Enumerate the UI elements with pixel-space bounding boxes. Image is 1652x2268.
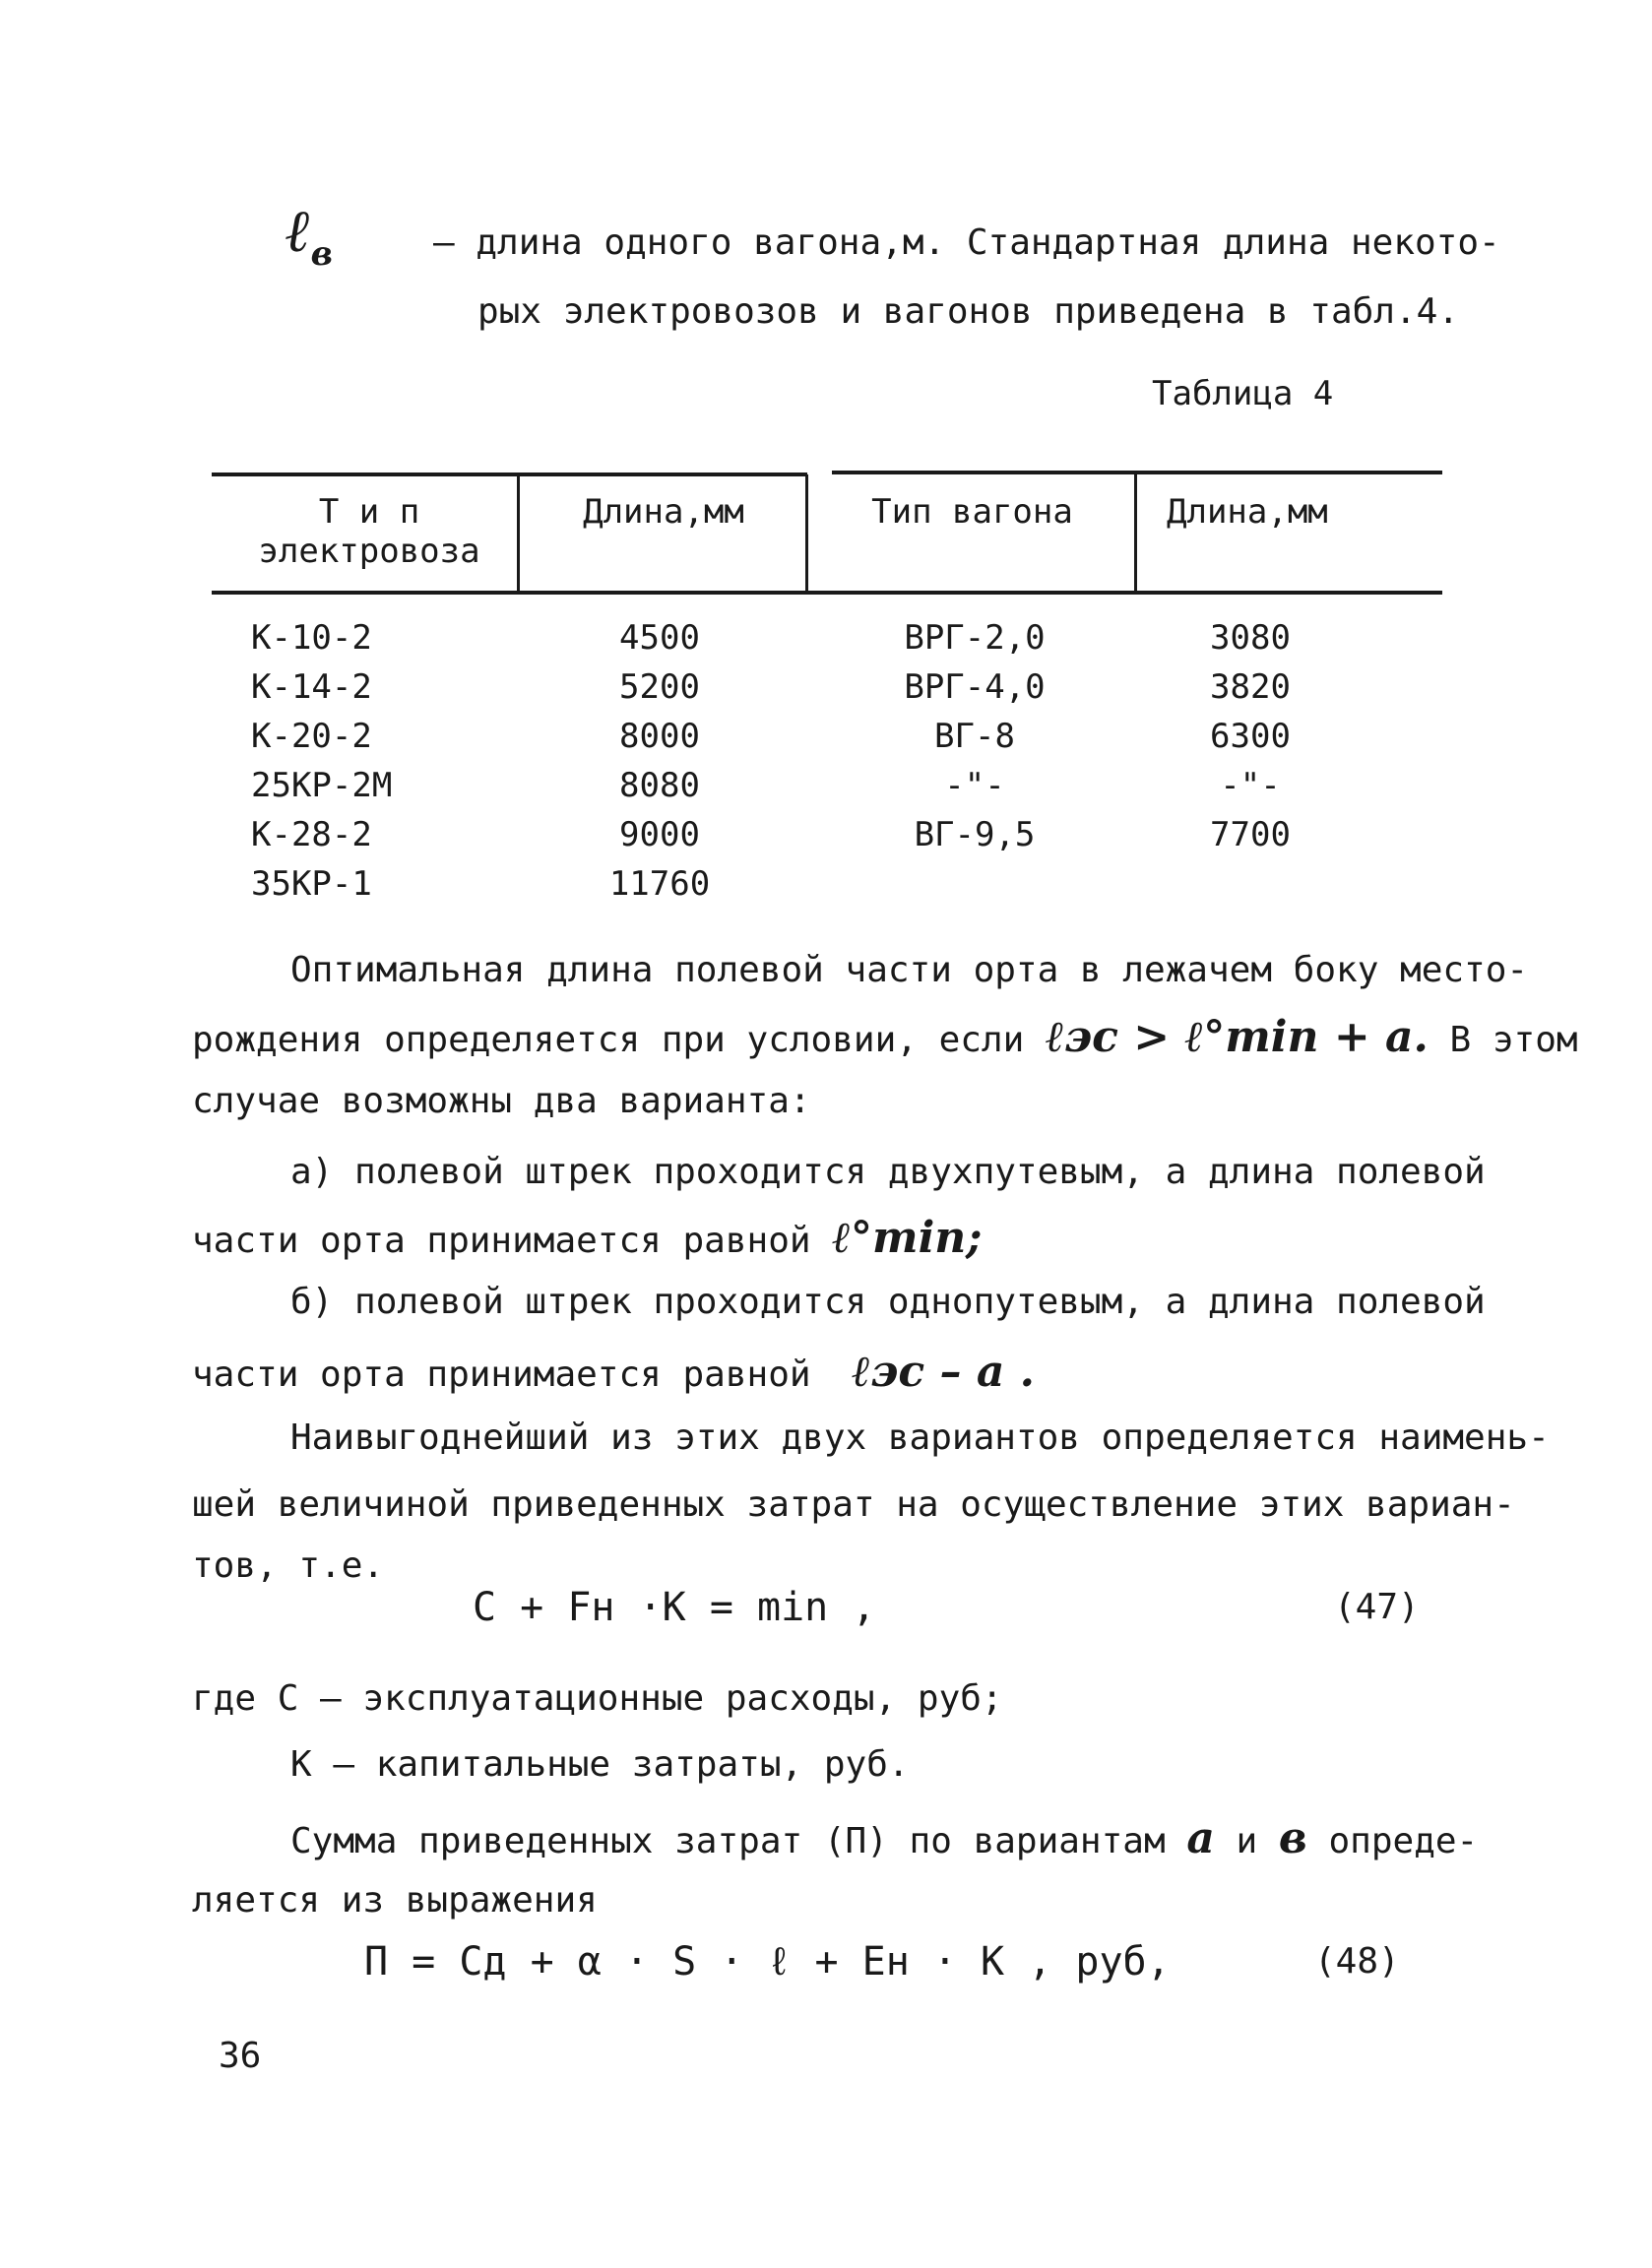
option-a-line-2: [192, 1213, 983, 1263]
option-b-formula: ℓэс – a .: [852, 1347, 1035, 1397]
table-header-rule: [212, 591, 1442, 595]
table-cell: К-28-2: [251, 815, 372, 854]
table-col-divider-3: [1134, 474, 1137, 593]
para2-line-3: тов, т.е.: [192, 1545, 385, 1586]
page-number: 36: [219, 2036, 262, 2076]
para1-line-2: [192, 1012, 1578, 1062]
intro-line-2: рых электровозов и вагонов приведена в табл.4.: [477, 291, 1459, 332]
table-cell: 9000: [619, 815, 700, 854]
table-top-rule-right: [832, 471, 1442, 474]
table-cell: 8080: [619, 766, 700, 805]
table-cell: 3080: [1210, 618, 1291, 658]
equation-47: C + Fн ·K = min ,: [473, 1585, 876, 1630]
header-loco-length: Длина,мм: [583, 492, 744, 532]
variant-b-symbol: в: [1278, 1813, 1307, 1863]
equation-48-number: (48): [1314, 1941, 1400, 1982]
table-cell: -"-: [1220, 766, 1281, 805]
table-col-divider-1: [517, 474, 520, 593]
table-cell: ВГ-8: [934, 717, 1015, 756]
table-top-rule-left: [212, 472, 807, 476]
para3-line-1: [290, 1813, 1478, 1863]
option-b-line-1: б) полевой штрек проходится однопутевым, а длина полевой: [290, 1282, 1486, 1322]
table-cell: ВРГ-2,0: [904, 618, 1046, 658]
table-cell: 6300: [1210, 717, 1291, 756]
option-b-line-2: [192, 1347, 1035, 1397]
option-a-text: части орта принимается равной: [192, 1221, 811, 1261]
para1-line-2-end: В этом: [1449, 1020, 1578, 1060]
where-line-1: где С – эксплуатационные расходы, руб;: [192, 1678, 1003, 1719]
para1-line-3: случае возможны два варианта:: [192, 1081, 811, 1121]
table-caption: Таблица 4: [1152, 374, 1334, 413]
table-cell: 35КР-1: [251, 864, 372, 904]
table-cell: К-20-2: [251, 717, 372, 756]
table-col-divider-2: [805, 474, 808, 593]
variant-a-symbol: a: [1186, 1813, 1215, 1863]
where-line-2: К – капитальные затраты, руб.: [290, 1744, 910, 1785]
para1-line-1: Оптимальная длина полевой части орта в лежачем боку место-: [290, 950, 1529, 990]
symbol-lv: ℓ$_в$: [286, 197, 333, 274]
table-cell: ВГ-9,5: [914, 815, 1036, 854]
table-cell: 7700: [1210, 815, 1291, 854]
table-cell: К-14-2: [251, 667, 372, 707]
para2-line-1: Наивыгоднейший из этих двух вариантов определяется наимень-: [290, 1418, 1550, 1458]
para1-formula: ℓэс > ℓ°min + a.: [1045, 1012, 1429, 1062]
table-cell: 3820: [1210, 667, 1291, 707]
option-b-text: части орта принимается равной: [192, 1354, 811, 1395]
para3-end: опреде-: [1328, 1821, 1479, 1861]
para1-line-2-text: рождения определяется при условии, если: [192, 1020, 1025, 1060]
para3-and: и: [1236, 1821, 1258, 1861]
table-cell: 4500: [619, 618, 700, 658]
para3-line-2: ляется из выражения: [192, 1880, 598, 1921]
para3-text: Сумма приведенных затрат (П) по вариантам: [290, 1821, 1166, 1861]
option-a-formula: ℓ°min;: [832, 1213, 983, 1263]
table-cell: К-10-2: [251, 618, 372, 658]
table-cell: -"-: [944, 766, 1005, 805]
header-wagon-length: Длина,мм: [1167, 492, 1328, 532]
option-a-line-1: а) полевой штрек проходится двухпутевым, а длина полевой: [290, 1152, 1486, 1192]
equation-47-number: (47): [1334, 1587, 1420, 1627]
header-wagon-type: Тип вагона: [871, 492, 1073, 532]
table-cell: 11760: [608, 864, 711, 904]
table-cell: 25КР-2М: [251, 766, 393, 805]
equation-48: П = Сд + α · S · ℓ + Ен · К , руб,: [364, 1939, 1171, 1984]
table-cell: 8000: [619, 717, 700, 756]
para2-line-2: шей величиной приведенных затрат на осуществление этих вариан-: [192, 1484, 1515, 1525]
table-cell: 5200: [619, 667, 700, 707]
header-loco-type: Т и п электровоза: [258, 492, 480, 571]
intro-line-1: – длина одного вагона,м. Стандартная длина некото-: [433, 222, 1500, 263]
table-cell: ВРГ-4,0: [904, 667, 1046, 707]
